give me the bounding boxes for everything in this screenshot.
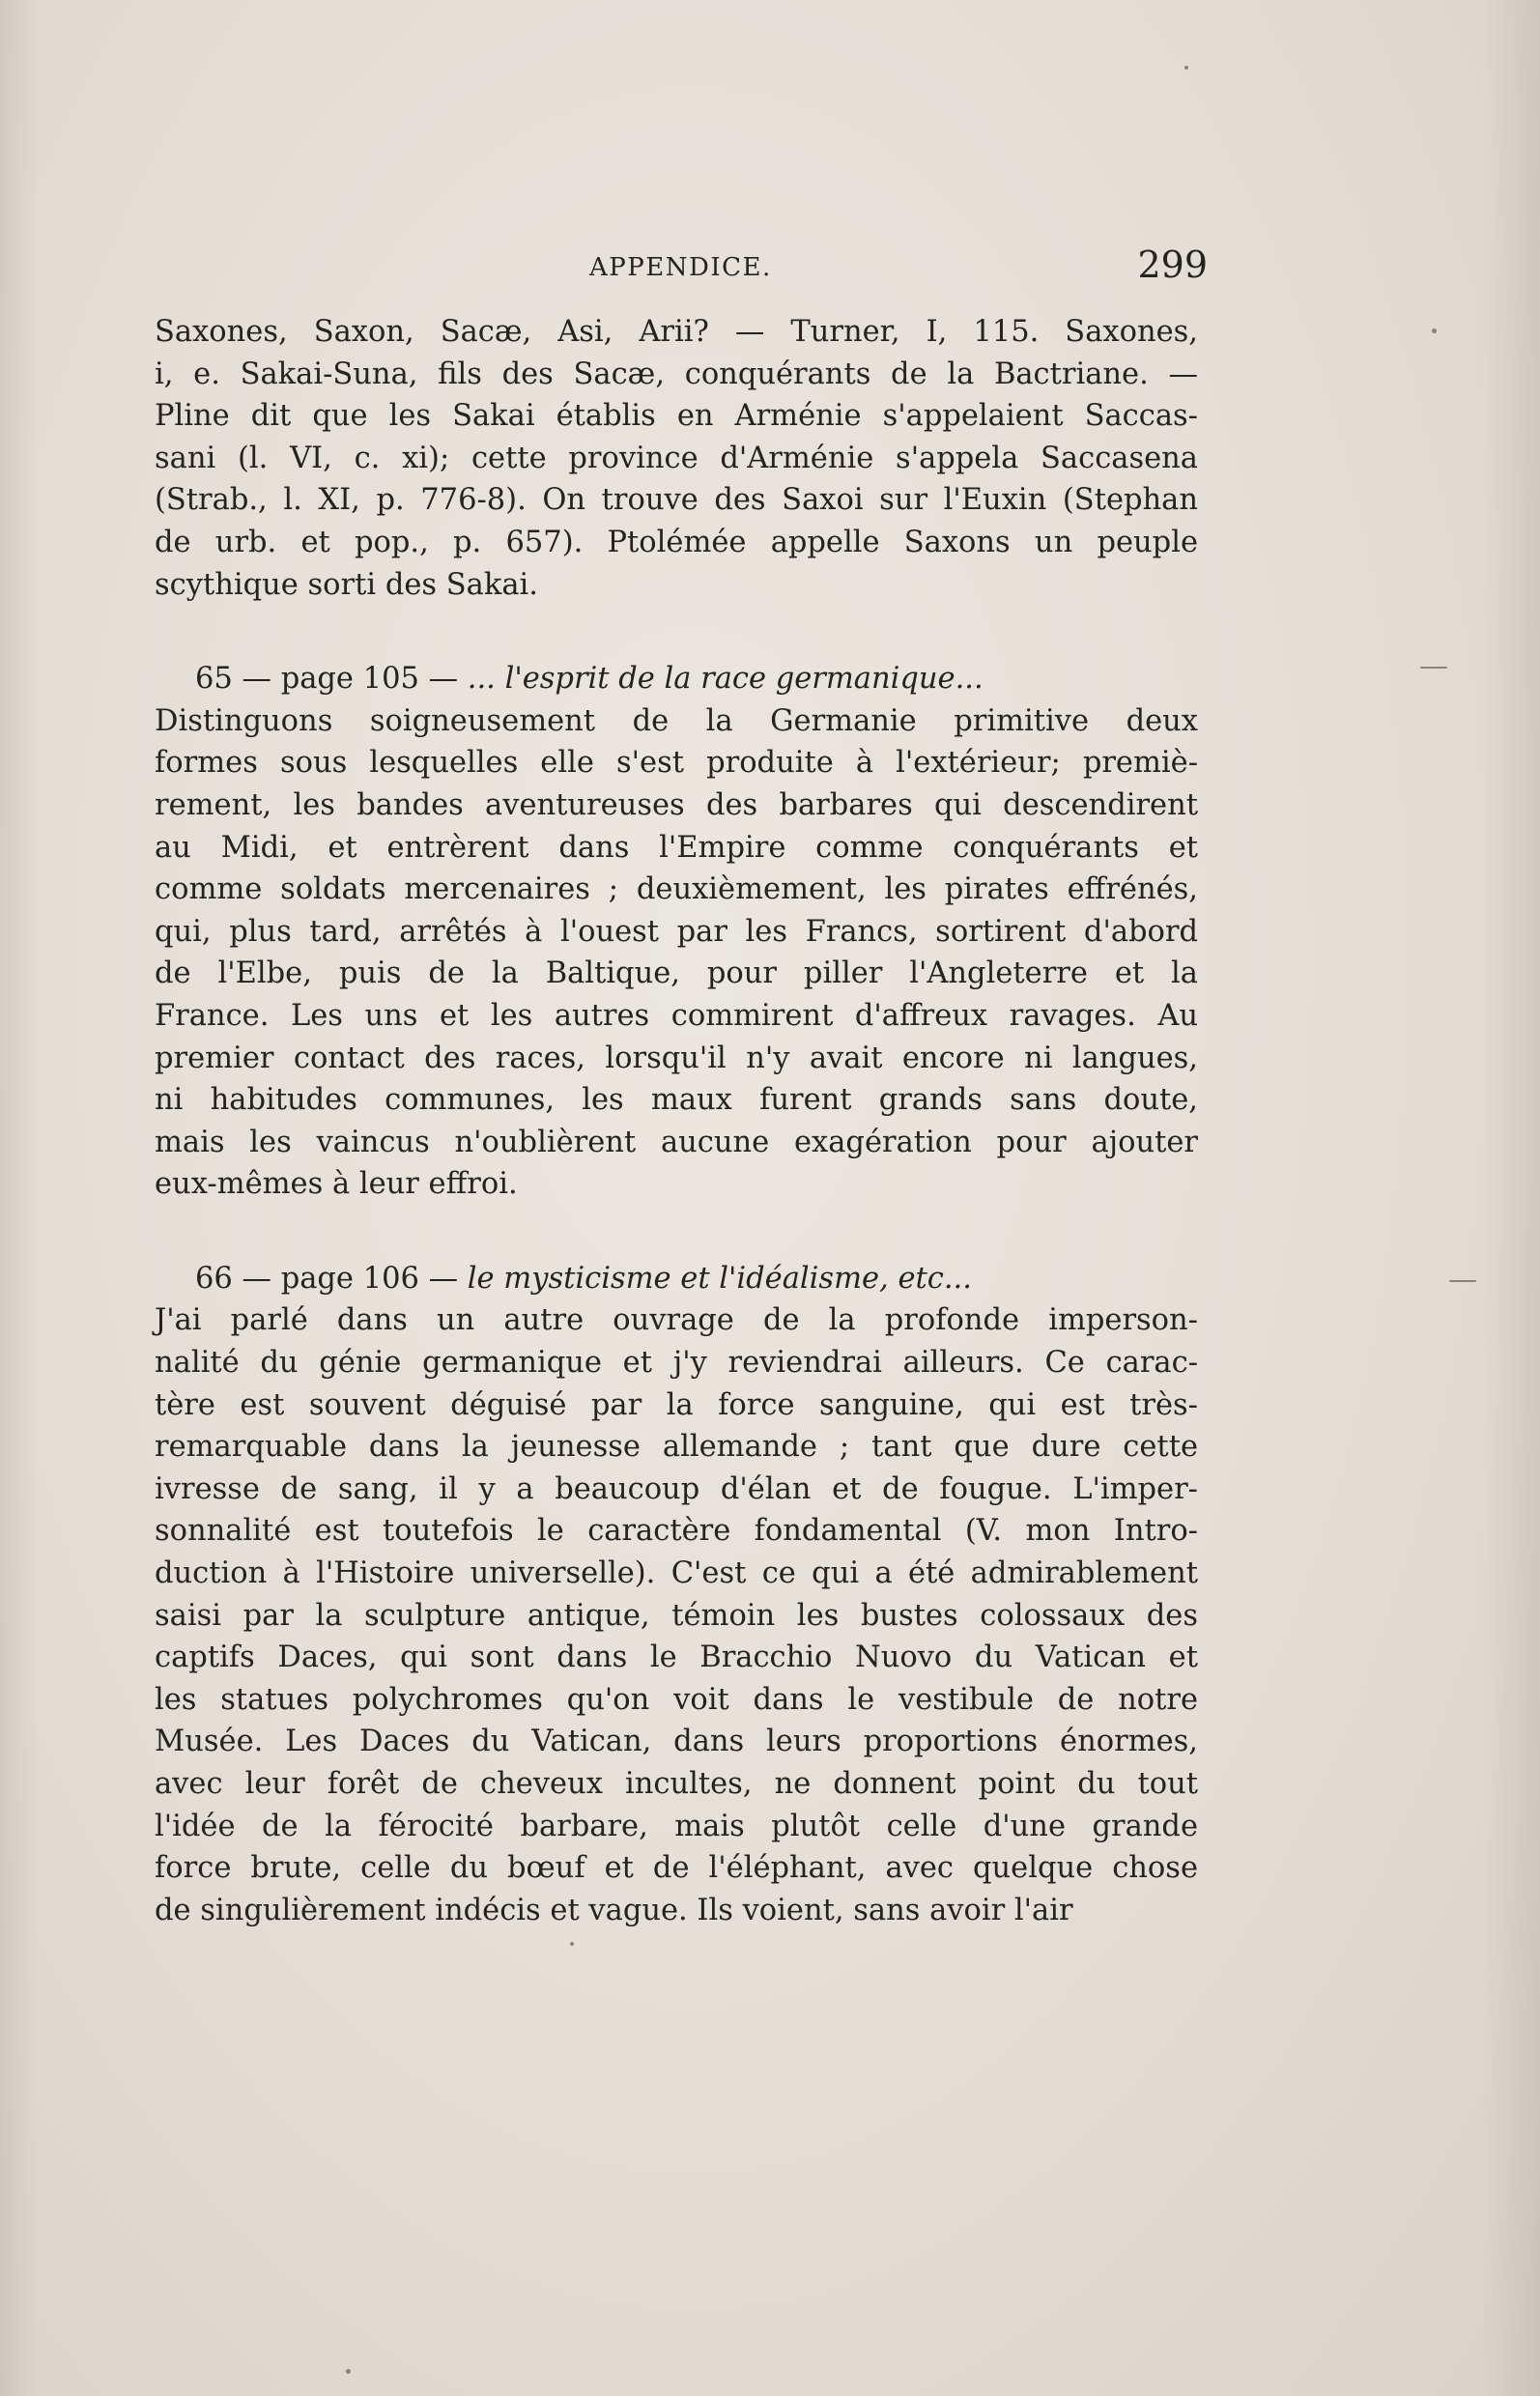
page-number: 299 [1137, 243, 1208, 286]
text-line: rement, les bandes aventureuses des barbares qui descendirent [155, 787, 1198, 822]
text-line: ivresse de sang, il y a beaucoup d'élan et de fougue. L'imper- [155, 1471, 1198, 1506]
text-line: France. Les uns et les autres commirent d'affreux ravages. Au [155, 998, 1198, 1033]
text-line: sani (l. VI, c. xi); cette province d'Arménie s'appela Saccasena [155, 441, 1198, 475]
running-title: APPENDICE. [589, 253, 772, 282]
text-line: sonnalité est toutefois le caractère fondamental (V. mon Intro- [155, 1514, 1198, 1549]
paper-speck [1432, 328, 1437, 333]
text-line: scythique sorti des Sakai. [155, 567, 538, 602]
paper-speck [346, 2369, 351, 2374]
text-block [155, 311, 1198, 1931]
text-line: captifs Daces, qui sont dans le Bracchio Nuovo du Vatican et [155, 1640, 1198, 1675]
text-line: duction à l'Histoire universelle). C'est ce qui a été admirablement [155, 1556, 1198, 1591]
text-line: Distinguons soigneusement de la Germanie primitive deux [155, 703, 1198, 738]
text-line: remarquable dans la jeunesse allemande ; tant que dure cette [155, 1430, 1198, 1465]
paper-speck [570, 1942, 574, 1946]
text-line: eux-mêmes à leur effroi. [155, 1167, 518, 1202]
text-line: au Midi, et entrèrent dans l'Empire comme conquérants et [155, 830, 1198, 865]
note-quote: le mysticisme et l'idéalisme, etc... [467, 1261, 972, 1296]
note-continuation [155, 311, 1198, 606]
text-line: les statues polychromes qu'on voit dans le vestibule de notre [155, 1682, 1198, 1717]
page-shadow-left [0, 0, 39, 2396]
paragraph-gap [155, 1206, 1198, 1258]
text-line: l'idée de la férocité barbare, mais plutôt celle d'une grande [155, 1809, 1198, 1843]
text-line: J'ai parlé dans un autre ouvrage de la profonde imperson- [155, 1303, 1198, 1338]
text-line: avec leur forêt de cheveux incultes, ne donnent point du tout [155, 1767, 1198, 1801]
text-line: (Strab., l. XI, p. 776-8). On trouve des Saxoi sur l'Euxin (Stephan [155, 483, 1198, 518]
paper-speck [1184, 66, 1188, 70]
text-line: Saxones, Saxon, Sacæ, Asi, Arii? — Turner, I, 115. Saxones, [155, 315, 1198, 349]
text-line: ni habitudes communes, les maux furent grands sans doute, [155, 1083, 1198, 1118]
text-line: saisi par la sculpture antique, témoin les bustes colossaux des [155, 1598, 1198, 1633]
text-line: i, e. Sakai-Suna, fils des Sacæ, conquérants de la Bactriane. — [155, 357, 1198, 391]
text-line: force brute, celle du bœuf et de l'éléphant, avec quelque chose [155, 1851, 1198, 1886]
paper-speck [1449, 1280, 1476, 1282]
text-line: comme soldats mercenaires ; deuxièmement, les pirates effrénés, [155, 872, 1198, 907]
note-66-heading [155, 1258, 1198, 1300]
paragraph-gap [155, 606, 1198, 658]
text-line: mais les vaincus n'oublièrent aucune exagération pour ajouter [155, 1125, 1198, 1159]
text-line: tère est souvent déguisé par la force sanguine, qui est très- [155, 1387, 1198, 1422]
note-ref: 65 — page 105 — [195, 662, 468, 697]
note-65-heading [155, 658, 1198, 700]
note-66-body [155, 1299, 1198, 1931]
text-line: Pline dit que les Sakai établis en Arménie s'appelaient Saccas- [155, 399, 1198, 434]
paper-speck [1420, 667, 1447, 669]
text-line: nalité du génie germanique et j'y reviendrai ailleurs. Ce carac- [155, 1346, 1198, 1381]
note-quote: ... l'esprit de la race germanique... [467, 662, 984, 697]
running-head [155, 243, 1208, 292]
text-line: formes sous lesquelles elle s'est produite à l'extérieur; premiè- [155, 746, 1198, 781]
note-65-body [155, 700, 1198, 1206]
text-line: de l'Elbe, puis de la Baltique, pour piller l'Angleterre et la [155, 956, 1198, 991]
text-line: qui, plus tard, arrêtés à l'ouest par les Francs, sortirent d'abord [155, 914, 1198, 949]
text-line: Musée. Les Daces du Vatican, dans leurs proportions énormes, [155, 1725, 1198, 1759]
page-shadow-right [1482, 0, 1540, 2396]
text-line: de urb. et pop., p. 657). Ptolémée appelle Saxons un peuple [155, 525, 1198, 559]
note-ref: 66 — page 106 — [195, 1261, 468, 1296]
text-line: premier contact des races, lorsqu'il n'y avait encore ni langues, [155, 1041, 1198, 1075]
text-line: de singulièrement indécis et vague. Ils voient, sans avoir l'air [155, 1893, 1073, 1927]
